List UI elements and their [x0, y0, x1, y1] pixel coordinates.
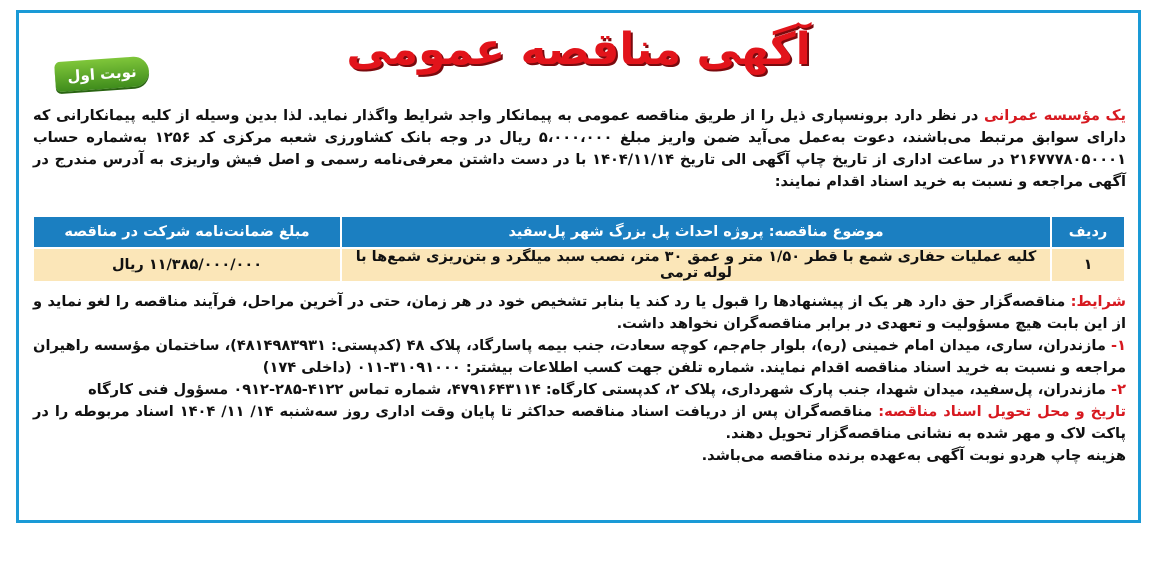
- intro-paragraph: [33, 105, 1126, 193]
- table-row: [34, 249, 1124, 281]
- conditions-text: مناقصه‌گزار حق دارد هر یک از پیشنهادها را قبول یا رد کند یا بنابر تشخیص خود در هر زمان، حتی در آخرین مراحل، فرآیند مناقصه را لغو نماید و از این بابت هیچ مسؤولیت و تعهدی در برابر مناقصه‌گران نخواهد داشت.: [33, 293, 1126, 332]
- delivery-label: تاریخ و محل تحویل اسناد مناقصه:: [878, 403, 1126, 420]
- org-name: یک مؤسسه عمرانی: [984, 107, 1126, 124]
- row-index: ۱: [1052, 249, 1124, 281]
- tender-notice-frame: [16, 10, 1141, 523]
- conditions-label: شرایط:: [1070, 293, 1126, 310]
- address-1-paragraph: [33, 335, 1126, 379]
- address-2-text: مازندران، پل‌سفید، میدان شهدا، جنب پارک شهرداری، پلاک ۲، کدپستی کارگاه: ۴۷۹۱۶۴۳۱۱۴، شماره تماس ۴۱۲۲-۲۸۵-۰۹۱۲ مسؤول فنی کارگاه: [88, 381, 1112, 398]
- notice-body: [25, 19, 1132, 514]
- tender-table: [32, 215, 1126, 283]
- address-2-paragraph: [33, 379, 1126, 401]
- conditions-section: [33, 291, 1126, 467]
- notice-title: آگهی مناقصه عمومی: [346, 24, 811, 75]
- row-subject: کلیه عملیات حفاری شمع با قطر ۱/۵۰ متر و عمق ۳۰ متر، نصب سبد میلگرد و بتن‌ریزی شمع‌ها با لوله ترمی: [342, 249, 1050, 281]
- delivery-text: مناقصه‌گران پس از دریافت اسناد مناقصه حداکثر تا پایان وقت اداری روز سه‌شنبه ۱۴/ ۱۱/ ۱۴۰۴ اسناد مربوطه را در پاکت لاک و مهر شده به نشانی مناقصه‌گزار تحویل دهند.: [33, 403, 1126, 442]
- conditions-paragraph: [33, 291, 1126, 335]
- first-round-badge: نوبت اول: [54, 56, 150, 92]
- address-1-label: ۱-: [1111, 337, 1126, 354]
- row-amount: ۱۱/۳۸۵/۰۰۰/۰۰۰ ریال: [34, 249, 340, 281]
- address-1-text: مازندران، ساری، میدان امام خمینی (ره)، بلوار جام‌جم، کوچه سعادت، جنب بیمه پاسارگاد، پلاک ۴۸ (کدپستی: ۴۸۱۴۹۸۳۹۳۱)، ساختمان مؤسسه راهیران مراجعه و نسبت به خرید اسناد مناقصه اقدام نمایند. شماره تلفن جهت کسب اطلاعات بیشتر: ۳۱۰۹۱۰۰۰-۰۱۱ (داخلی ۱۷۴): [33, 337, 1126, 376]
- table-header-row: [34, 217, 1124, 247]
- header-subject: موضوع مناقصه: پروژه احداث پل بزرگ شهر پل‌سفید: [342, 217, 1050, 247]
- header-index: ردیف: [1052, 217, 1124, 247]
- footer-note: هزینه چاپ هردو نوبت آگهی به‌عهده برنده مناقصه می‌باشد.: [701, 447, 1126, 464]
- header-amount: مبلغ ضمانت‌نامه شرکت در مناقصه: [34, 217, 340, 247]
- address-2-label: ۲-: [1111, 381, 1126, 398]
- intro-text: در نظر دارد برونسپاری ذیل را از طریق مناقصه عمومی به پیمانکار واجد شرایط واگذار نماید. لذا بدین وسیله از کلیه پیمانکارانی که دارای سوابق مرتبط می‌باشند، دعوت به‌عمل می‌آید ضمن واریز مبلغ ۵،۰۰۰،۰۰۰ ریال در وجه بانک کشاورزی شعبه مرکزی کد ۱۲۵۶ به‌شماره حساب ۲۱۶۷۷۷۸۰۵۰۰۰۱ در ساعت اداری از تاریخ چاپ آگهی الی تاریخ ۱۴۰۴/۱۱/۱۴ با در دست داشتن معرفی‌نامه رسمی و اصل فیش واریزی به آدرس مندرج در آگهی مراجعه و نسبت به خرید اسناد اقدام نمایند:: [33, 107, 1126, 190]
- delivery-paragraph: [33, 401, 1126, 445]
